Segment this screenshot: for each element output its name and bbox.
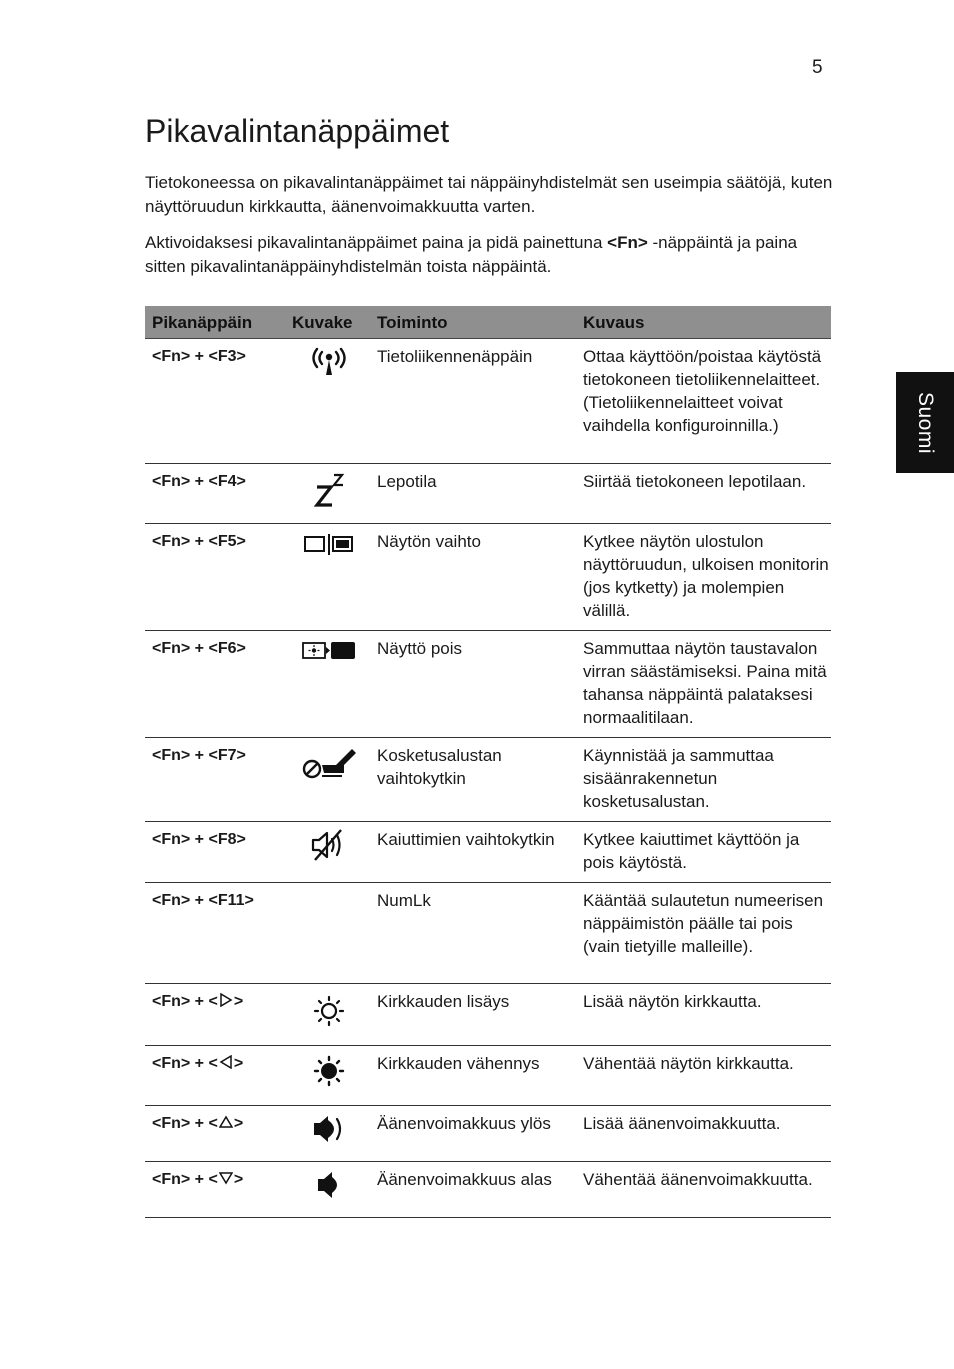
table-row <box>145 1162 831 1218</box>
description-cell: Kytkee kaiuttimet käyttöön ja pois käytöstä. <box>576 822 831 883</box>
hotkey-prefix: <Fn> + < <box>152 993 218 1010</box>
function-cell: Kaiuttimien vaihtokytkin <box>370 822 576 883</box>
hotkey-cell <box>145 1162 288 1218</box>
description-cell: Lisää äänenvoimakkuutta. <box>576 1106 831 1162</box>
table-row <box>145 822 831 883</box>
hotkey-cell: <Fn> + <F8> <box>145 822 288 883</box>
empty-icon-cell <box>288 883 370 984</box>
description-cell: Vähentää näytön kirkkautta. <box>576 1046 831 1106</box>
description-cell: Ottaa käyttöön/poistaa käytöstä tietokoneen tietoliikennelaitteet. (Tietoliikennelaitteet voivat vaihdella konfiguroinnilla.) <box>576 339 831 464</box>
table-row <box>145 524 831 631</box>
table-row <box>145 984 831 1046</box>
description-cell: Käynnistää ja sammuttaa sisäänrakennetun kosketusalustan. <box>576 738 831 822</box>
language-tab-label: Suomi <box>914 391 937 454</box>
display-switch-icon <box>303 529 355 559</box>
hotkey-suffix: > <box>233 993 244 1010</box>
table-row <box>145 1046 831 1106</box>
hotkey-cell: <Fn> + <F5> <box>145 524 288 631</box>
function-cell: Lepotila <box>370 464 576 524</box>
description-cell: Siirtää tietokoneen lepotilaan. <box>576 464 831 524</box>
description-cell: Vähentää äänenvoimakkuutta. <box>576 1162 831 1218</box>
hotkey-prefix: <Fn> + < <box>152 1171 218 1188</box>
header-function: Toiminto <box>370 306 576 339</box>
hotkey-cell: <Fn> + <F4> <box>145 464 288 524</box>
function-cell: NumLk <box>370 883 576 984</box>
table-row <box>145 738 831 822</box>
description-cell: Sammuttaa näytön taustavalon virran säästämiseksi. Paina mitä tahansa näppäintä palataksesi normaalitilaan. <box>576 631 831 738</box>
description-cell: Kääntää sulautetun numeerisen näppäimistön päälle tai pois (vain tietyille malleille). <box>576 883 831 984</box>
hotkey-suffix: > <box>233 1115 244 1132</box>
header-hotkey: Pikanäppäin <box>145 306 288 339</box>
function-cell: Äänenvoimakkuus alas <box>370 1162 576 1218</box>
function-cell: Näytön vaihto <box>370 524 576 631</box>
hotkey-cell: <Fn> + <F11> <box>145 883 288 984</box>
function-cell: Äänenvoimakkuus ylös <box>370 1106 576 1162</box>
down-arrow-icon <box>219 1171 233 1185</box>
display-off-icon <box>301 636 357 666</box>
function-cell: Kosketusalustan vaihtokytkin <box>370 738 576 822</box>
instruction-paragraph <box>145 231 835 278</box>
hotkey-prefix: <Fn> + < <box>152 1115 218 1132</box>
wireless-icon <box>309 344 349 380</box>
hotkey-cell <box>145 1046 288 1106</box>
brightness-down-icon <box>312 1051 346 1089</box>
table-row <box>145 1106 831 1162</box>
touchpad-toggle-icon <box>300 743 358 783</box>
header-icon: Kuvake <box>288 306 370 339</box>
sleep-icon <box>311 469 347 509</box>
function-cell: Kirkkauden vähennys <box>370 1046 576 1106</box>
page-number: 5 <box>812 57 823 78</box>
function-cell: Näyttö pois <box>370 631 576 738</box>
hotkey-cell <box>145 1106 288 1162</box>
hotkey-cell <box>145 984 288 1046</box>
table-row <box>145 631 831 738</box>
hotkey-table <box>145 306 831 1218</box>
hotkey-cell: <Fn> + <F3> <box>145 339 288 464</box>
left-arrow-icon <box>219 1055 233 1069</box>
header-description: Kuvaus <box>576 306 831 339</box>
description-cell: Kytkee näytön ulostulon näyttöruudun, ulkoisen monitorin (jos kytketty) ja molempien välillä. <box>576 524 831 631</box>
language-tab <box>896 372 954 473</box>
hotkey-suffix: > <box>233 1171 244 1188</box>
table-row <box>145 464 831 524</box>
instruction-text-end: -näppäintä ja paina sitten pikavalintanäppäinyhdistelmän toista näppäintä. <box>145 233 798 276</box>
brightness-up-icon <box>312 989 346 1029</box>
fn-key-label: <Fn> <box>607 233 648 252</box>
table-row <box>145 339 831 464</box>
page-title: Pikavalintanäppäimet <box>145 113 450 149</box>
volume-down-icon <box>312 1167 346 1203</box>
hotkey-prefix: <Fn> + < <box>152 1055 218 1072</box>
table-header-row <box>145 306 831 339</box>
table-row <box>145 883 831 984</box>
instruction-text-start: Aktivoidaksesi pikavalintanäppäimet paina ja pidä painettuna <box>145 233 608 252</box>
function-cell: Kirkkauden lisäys <box>370 984 576 1046</box>
hotkey-suffix: > <box>233 1055 244 1072</box>
up-arrow-icon <box>219 1115 233 1129</box>
function-cell: Tietoliikennenäppäin <box>370 339 576 464</box>
volume-up-icon <box>310 1111 348 1147</box>
right-arrow-icon <box>219 993 233 1007</box>
hotkey-cell: <Fn> + <F6> <box>145 631 288 738</box>
intro-paragraph: Tietokoneessa on pikavalintanäppäimet tai näppäinyhdistelmät sen useimpia säätöjä, kuten näyttöruudun kirkkautta, äänenvoimakkuutta varten. <box>145 173 833 216</box>
description-cell: Lisää näytön kirkkautta. <box>576 984 831 1046</box>
speaker-mute-icon <box>309 827 349 863</box>
hotkey-cell: <Fn> + <F7> <box>145 738 288 822</box>
